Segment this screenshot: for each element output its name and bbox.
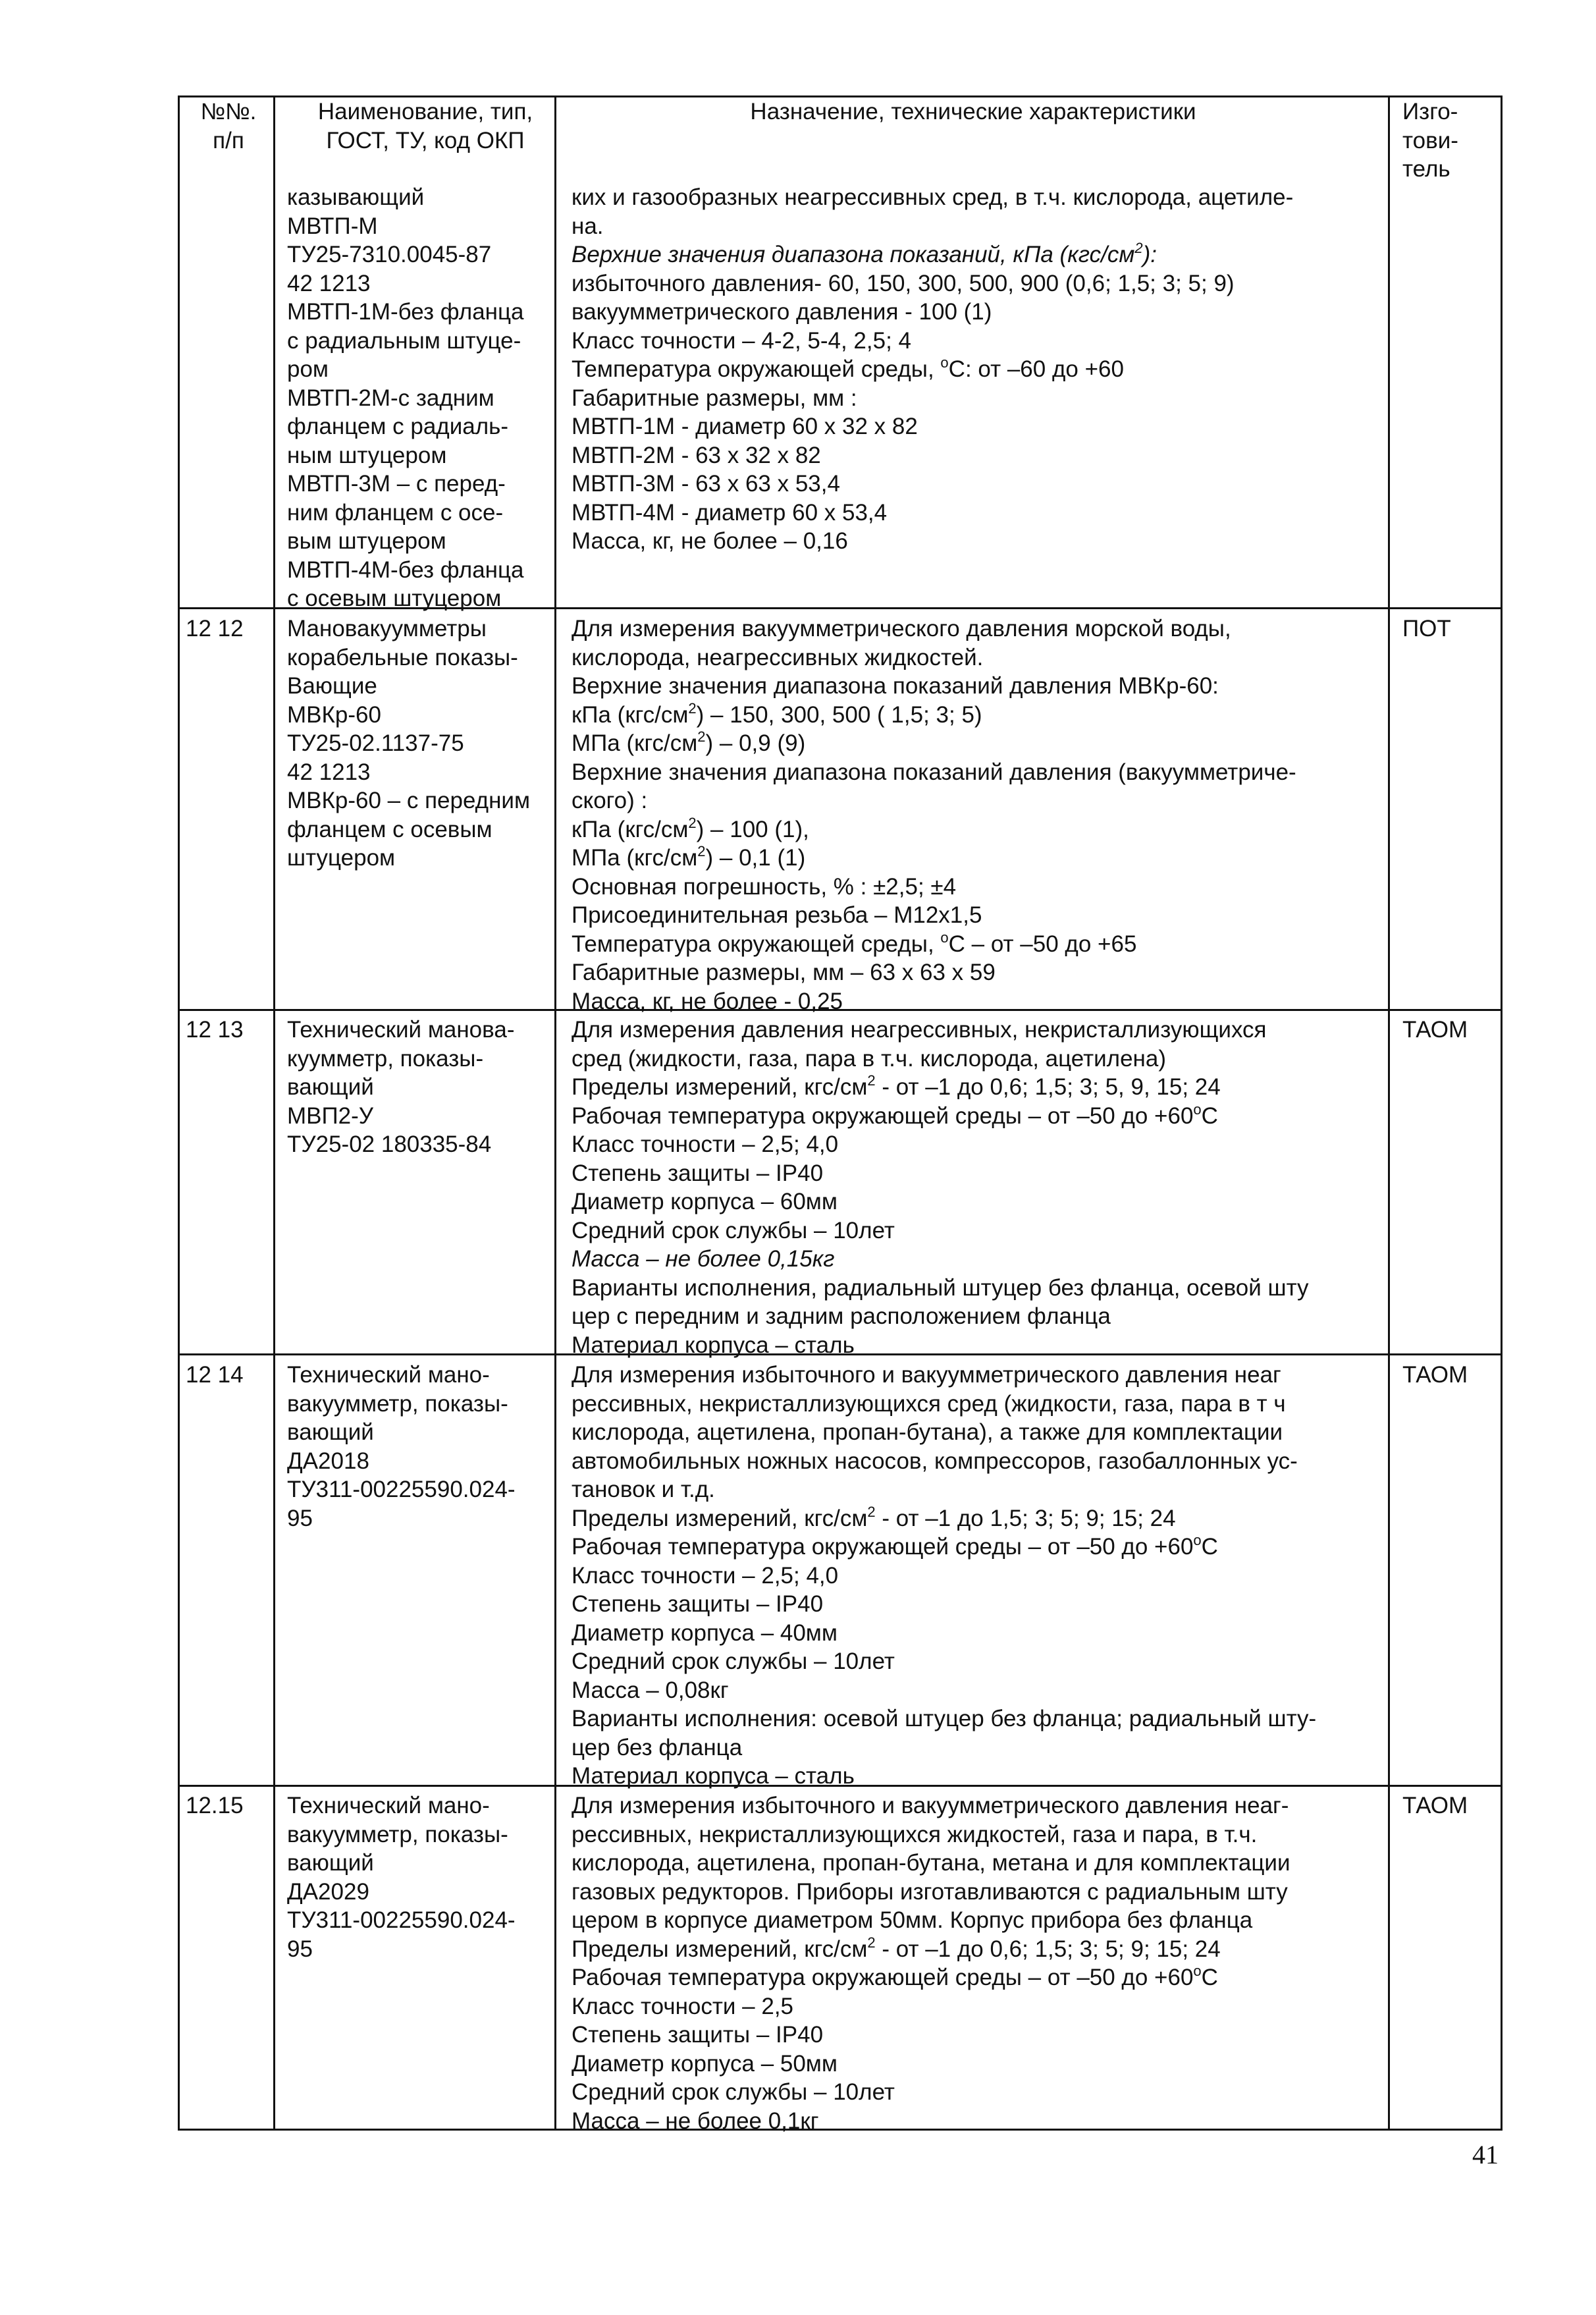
row-description-line: МВТП-1М - диаметр 60 х 32 х 82 (572, 414, 918, 439)
row-description-line: Рабочая температура окружающей среды – от –50 до $+60^oС$ (572, 1963, 1218, 1990)
row-description-line: рессивных, некристаллизующихся сред (жидкости, газа, пара в т ч (572, 1390, 1286, 1417)
header-number-line: №№. (200, 99, 257, 124)
row-name-line: вым штуцером (287, 528, 446, 554)
row-description-line: МПа $(кгс/см^2) - 0,9$ (9) (572, 728, 806, 756)
row-name-line: МВТП-3М – с перед- (287, 471, 506, 497)
row-name (287, 1361, 564, 1533)
header-manufacturer (1402, 97, 1495, 184)
row-description-line: МВТП-2М - 63 х 32 х 82 (572, 442, 821, 468)
row-manufacturer-line: ТАОМ (1402, 1793, 1468, 1818)
row-manufacturer-line: ТАОМ (1402, 1362, 1468, 1388)
row-description-line: Средний срок службы – 10лет (572, 1648, 895, 1674)
row-name-line: ТУ25-02.1137-75 (287, 730, 464, 756)
col-divider-1 (273, 95, 275, 2131)
row-name-line: Технический мано- (287, 1793, 490, 1818)
row-name-line: Вающие (287, 673, 377, 699)
row-number (186, 1791, 271, 1820)
row-number-line: 12 14 (186, 1362, 244, 1388)
header-manufacturer-line: Изго- (1402, 99, 1458, 124)
row-name-line: ДА2029 (287, 1878, 369, 1905)
header-name-line: ГОСТ, ТУ, код ОКП (326, 127, 525, 153)
row-number (186, 1361, 271, 1390)
row-description-line: Класс точности – 2,5 (572, 1993, 794, 2019)
row-description-line: Степень защиты – IP40 (572, 1160, 824, 1186)
row-name-line: Технический манова- (287, 1017, 515, 1043)
row-description-line: МВТП-3М - 63 х 63 х 53,4 (572, 471, 840, 497)
row-description-line: Рабочая температура окружающей среды – от –50 до $+60^oС$ (572, 1532, 1218, 1560)
row-name-line: вающий (287, 1074, 374, 1100)
row-name-line: казывающий (287, 184, 425, 210)
row-description-line: кислорода, неагрессивных жидкостей. (572, 644, 984, 670)
row-name-line: штуцером (287, 845, 396, 871)
row-description-line: ского) : (572, 788, 648, 813)
row-description-line: Для измерения избыточного и вакуумметрического давления неаг (572, 1362, 1281, 1388)
row-description-line: Пределы измерений, кгс/$см^2$ - от –1 до 0,6; 1,5; 3; 5; 9; 15; 24 (572, 1934, 1221, 1962)
row-description-line: ких и газообразных неагрессивных сред, в т.ч. кислорода, ацетиле- (572, 184, 1294, 210)
row-description (572, 1016, 1375, 1359)
row-manufacturer (1402, 614, 1495, 643)
row-description-line: Основная погрешность, % : ±2,5; ±4 (572, 873, 957, 900)
row-description-line: Масса, кг, не более - 0,25 (572, 988, 843, 1014)
row-number-line: 12 13 (186, 1017, 244, 1043)
row-name (287, 1016, 564, 1159)
row-name-line: МВТП-1М-без фланца (287, 299, 524, 325)
row-number-line (186, 183, 271, 212)
header-description (572, 97, 1375, 126)
row-number (186, 614, 271, 643)
row-name-line: куумметр, показы- (287, 1045, 484, 1072)
row-description-line: цер без фланца (572, 1734, 743, 1760)
row-description-line: Материал корпуса – сталь (572, 1332, 855, 1358)
row-manufacturer-line (1402, 183, 1495, 212)
row-description-line: МВТП-4М - диаметр 60 х 53,4 (572, 499, 888, 526)
row-manufacturer (1402, 183, 1495, 212)
row-description (572, 183, 1375, 556)
row-manufacturer (1402, 1791, 1495, 1820)
row-description-line: Диаметр корпуса – 60мм (572, 1189, 838, 1214)
row-description-line: Масса – 0,08кг (572, 1677, 729, 1703)
row-number (186, 183, 271, 212)
row-name-line: МВКр-60 (287, 701, 381, 728)
row-description-line: Масса – не более 0,15кг (572, 1246, 835, 1272)
row-description-line: на. (572, 213, 604, 239)
row-description-line: Температура окружающей среды, $^o$С: от –60 до +60 (572, 354, 1124, 382)
header-manufacturer-line: тель (1402, 156, 1450, 182)
row-name-line: ТУ311-00225590.024- (287, 1477, 516, 1502)
row-description-line: Пределы измерений, кгс/$см^2$ - от –1 до 0,6; 1,5; 3; 5, 9, 15; 24 (572, 1072, 1221, 1100)
row-name-line: корабельные показы- (287, 644, 518, 670)
row-name (287, 614, 564, 873)
row-description-line: вакуумметрического давления - 100 (1) (572, 299, 992, 325)
row-name-line: Технический мано- (287, 1362, 490, 1388)
row-name-line: ДА2018 (287, 1448, 369, 1474)
row-description-line: Для измерения давления неагрессивных, некристаллизующихся (572, 1017, 1267, 1043)
row-description-line: Диаметр корпуса – 50мм (572, 2050, 838, 2077)
row-description-line: Для измерения вакуумметрического давления морской воды, (572, 616, 1231, 641)
row-name-line: 95 (287, 1936, 313, 1962)
row-description-line: тановок и т.д. (572, 1477, 715, 1502)
row-name-line: вакуумметр, показы- (287, 1390, 508, 1417)
row-name-line: 95 (287, 1505, 313, 1531)
row-name-line: 42 1213 (287, 270, 371, 296)
row-name-line: ТУ25-7310.0045-87 (287, 242, 492, 267)
row-manufacturer-line: ПОТ (1402, 616, 1451, 641)
row-description-line: Габаритные размеры, мм – 63 х 63 х 59 (572, 960, 996, 985)
header-number-line: п/п (213, 127, 244, 153)
row-description-line: Степень защиты – IP40 (572, 2022, 824, 2048)
row-number-line: 12.15 (186, 1793, 244, 1818)
row-name-line: ным штуцером (287, 442, 447, 468)
header-name-line: Наименование, тип, (317, 99, 533, 124)
header-name (287, 97, 564, 155)
row-description (572, 1791, 1375, 2135)
row-name-line: вакуумметр, показы- (287, 1821, 508, 1847)
header-number (186, 97, 271, 155)
row-name-line: фланцем с осевым (287, 816, 492, 842)
row-name-line: МВКр-60 – с передним (287, 788, 531, 813)
page-number: 41 (1472, 2140, 1499, 2169)
row-description-line: Варианты исполнения, радиальный штуцер без фланца, осевой шту (572, 1274, 1309, 1301)
row-name-line: ТУ25-02 180335-84 (287, 1131, 492, 1157)
row-name-line: 42 1213 (287, 759, 371, 785)
row-description-line: Степень защиты – IP40 (572, 1591, 824, 1617)
row-description-line: Средний срок службы – 10лет (572, 2079, 895, 2105)
col-divider-3 (1388, 95, 1390, 2131)
row-name-line: с осевым штуцером (287, 586, 502, 611)
row-name (287, 1791, 564, 1963)
row-description-line: Температура окружающей среды, $^o$С – от –50 до +65 (572, 929, 1137, 957)
row-description-line: автомобильных ножных насосов, компрессоров, газобаллонных ус- (572, 1448, 1298, 1474)
row-name-line: с радиальным штуце- (287, 327, 521, 354)
row-description-line: Верхние значения диапазона показаний давления (вакуумметриче- (572, 759, 1296, 785)
row-name-line: вающий (287, 1419, 374, 1445)
row-manufacturer (1402, 1016, 1495, 1045)
row-description-line: рессивных, некристаллизующихся жидкостей, газа и пара, в т.ч. (572, 1821, 1258, 1847)
row-description-line: кислорода, ацетилена, пропан-бутана), а также для комплектации (572, 1419, 1283, 1445)
row-description-line: Варианты исполнения: осевой штуцер без фланца; радиальный шту- (572, 1706, 1317, 1731)
row-description-line: цер с передним и задним расположением фланца (572, 1303, 1111, 1329)
row-description-line: Средний срок службы – 10лет (572, 1217, 895, 1243)
row-description-line: Класс точности – 2,5; 4,0 (572, 1562, 839, 1589)
row-description-line: Масса, кг, не более – 0,16 (572, 528, 848, 554)
row-description-line: Диаметр корпуса – 40мм (572, 1620, 838, 1646)
row-name-line: ТУ311-00225590.024- (287, 1907, 516, 1933)
row-description-line: Присоединительная резьба – М12х1,5 (572, 902, 982, 928)
row-description-line: МПа $(кгс/см^2) - 0,1$ (1) (572, 843, 806, 871)
row-manufacturer-line: ТАОМ (1402, 1017, 1468, 1043)
row-description-line: избыточного давления- 60, 150, 300, 500, 900 (0,6; 1,5; 3; 5; 9) (572, 270, 1235, 296)
row-name-line: ром (287, 356, 329, 382)
header-description-line: Назначение, технические характеристики (750, 99, 1196, 124)
row-description (572, 614, 1375, 1016)
row-description-line: цером в корпусе диаметром 50мм. Корпус прибора без фланца (572, 1907, 1253, 1933)
row-description-line: Пределы измерений, кгс/$см^2$ - от –1 до 1,5; 3; 5; 9; 15; 24 (572, 1503, 1176, 1531)
row-description-line: кислорода, ацетилена, пропан-бутана, метана и для комплектации (572, 1850, 1290, 1876)
row-name-line: Мановакуумметры (287, 616, 487, 641)
row-description-line: Габаритные размеры, мм : (572, 385, 857, 411)
row-description-line: Верхние значения диапазона показаний, кПа $(кгс/см^2)$: (572, 240, 1157, 267)
row-description-line: Класс точности – 4-2, 5-4, 2,5; 4 (572, 327, 911, 354)
row-manufacturer (1402, 1361, 1495, 1390)
row-name-line: фланцем с радиаль- (287, 414, 509, 439)
row-description-line: Рабочая температура окружающей среды – от –50 до $+60^oС$ (572, 1101, 1218, 1129)
row-name-line: МВТП-4М-без фланца (287, 557, 524, 583)
row-description-line: Для измерения избыточного и вакуумметрического давления неаг- (572, 1793, 1289, 1818)
row-name-line: МВТП-2М-с задним (287, 385, 494, 411)
row-name (287, 183, 564, 613)
row-number (186, 1016, 271, 1045)
header-manufacturer-line: тови- (1402, 127, 1458, 153)
row-description-line: сред (жидкости, газа, пара в т.ч. кислорода, ацетилена) (572, 1045, 1167, 1072)
row-name-line: ним фланцем с осе- (287, 499, 504, 526)
row-name-line: МВП2-У (287, 1103, 374, 1129)
row-description-line: Класс точности – 2,5; 4,0 (572, 1131, 839, 1157)
row-description-line: газовых редукторов. Приборы изготавливаются с радиальным шту (572, 1878, 1288, 1905)
row-description-line: Верхние значения диапазона показаний давления МВКр-60: (572, 673, 1219, 699)
row-name-line: МВТП-М (287, 213, 378, 239)
row-name-line: вающий (287, 1850, 374, 1876)
row-description-line: кПа $(кгс/см^2) - 100$ (1), (572, 814, 809, 842)
row-description-line: Масса – не более 0,1кг (572, 2108, 819, 2134)
row-description-line: кПа $(кгс/см^2) - 150$, 300, 500 ( 1,5; 3; 5) (572, 699, 982, 728)
row-description (572, 1361, 1375, 1791)
row-number-line: 12 12 (186, 616, 244, 641)
row-description-line: Материал корпуса – сталь (572, 1763, 855, 1789)
